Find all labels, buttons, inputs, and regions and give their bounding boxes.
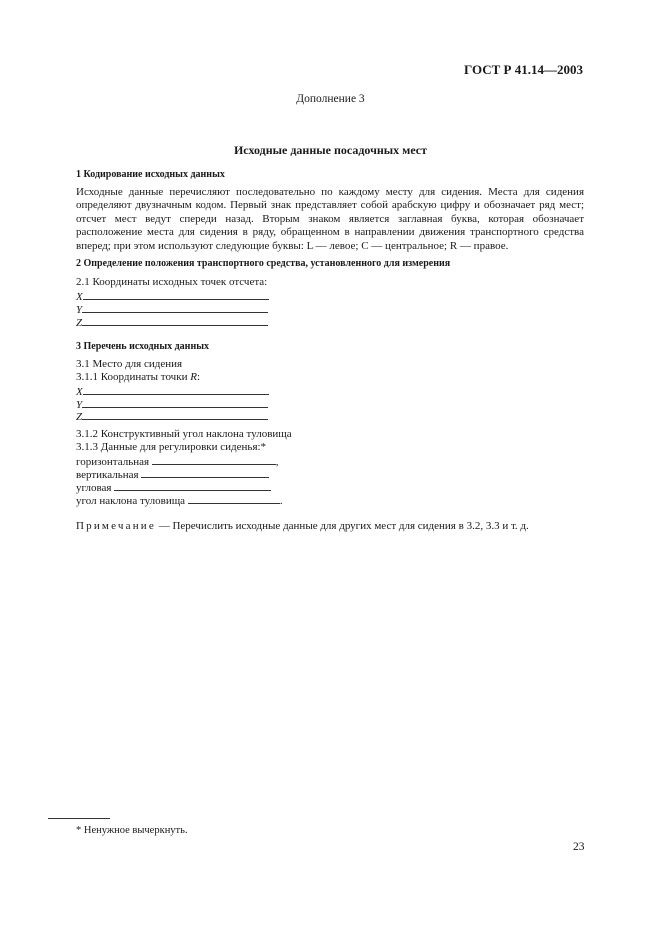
note-label: Примечание [76,520,156,532]
blank-line [82,409,268,420]
page-title: Исходные данные посадочных мест [233,143,428,157]
note [76,520,529,532]
blank-line [83,289,269,300]
item-3-1-1-text: 3.1.1 Координаты точки [76,371,191,383]
coord-line-x-3 [76,384,269,398]
colon: : [196,371,200,383]
coord-label: Z [76,411,83,423]
section-3-heading: 3 Перечень исходных данных [76,341,210,352]
coord-label: Y [76,304,83,316]
standard-code: ГОСТ Р 41.14—2003 [464,62,583,77]
adjust-horizontal: горизонтальная , [76,456,279,468]
item-3-1-3: 3.1.3 Данные для регулировки сиденья:* [76,441,267,453]
footnote: * Ненужное вычеркнуть. [76,825,188,836]
adjust-label: угол наклона туловища [76,495,186,507]
adjust-label: горизонтальная [76,456,150,468]
page-number: 23 [573,841,585,853]
coord-line-z-3 [76,409,268,423]
blank-line [82,397,268,408]
item-3-1-1 [76,371,200,383]
footnote-rule [48,818,110,819]
section-1-heading: 1 Кодирование исходных данных [76,169,225,180]
adjust-vertical [76,467,269,481]
adjust-angular [76,480,271,494]
note-text: — Перечислить исходные данные для других мест для сидения в 3.2, 3.3 и т. д. [155,520,529,532]
blank-line [82,302,268,313]
appendix-label: Дополнение 3 [296,93,365,105]
blank-line [114,480,271,491]
coord-label: X [76,291,83,303]
blank-line [188,493,280,504]
item-3-1-2: 3.1.2 Конструктивный угол наклона туловища [76,428,292,440]
adjust-label: угловая [76,482,112,494]
coord-line-z-2 [76,315,268,329]
blank-line [152,454,276,465]
item-2-1: 2.1 Координаты исходных точек отсчета: [76,276,268,288]
adjust-torso-angle: угол наклона туловища . [76,495,283,507]
coord-label: X [76,386,83,398]
section-2-heading: 2 Определение положения транспортного средства, установленного для измерения [76,258,451,269]
blank-line [83,384,269,395]
coord-label: Y [76,399,83,411]
blank-line [141,467,269,478]
blank-line [82,315,268,326]
point-label: R [190,371,197,383]
section-1-paragraph: Исходные данные перечисляют последовательно по каждому месту для сидения. Места для сидения определяют двузначным кодом. Первый знак представляет собой арабскую цифру и обозначает ряд мест; отсчет мест ведут спереди назад. Вторым знаком является заглавная буква, которая обозначает расположение места для сидения в ряду, обращенном в направлении движения транспортного средства вперед; при этом используют следующие буквы: L — левое; C — центральное; R — правое. [76,186,584,252]
coord-line-x-2 [76,289,269,303]
coord-label: Z [76,317,83,329]
item-3-1: 3.1 Место для сидения [76,358,183,370]
coord-line-y-2 [76,302,268,316]
adjust-label: вертикальная [76,469,139,481]
